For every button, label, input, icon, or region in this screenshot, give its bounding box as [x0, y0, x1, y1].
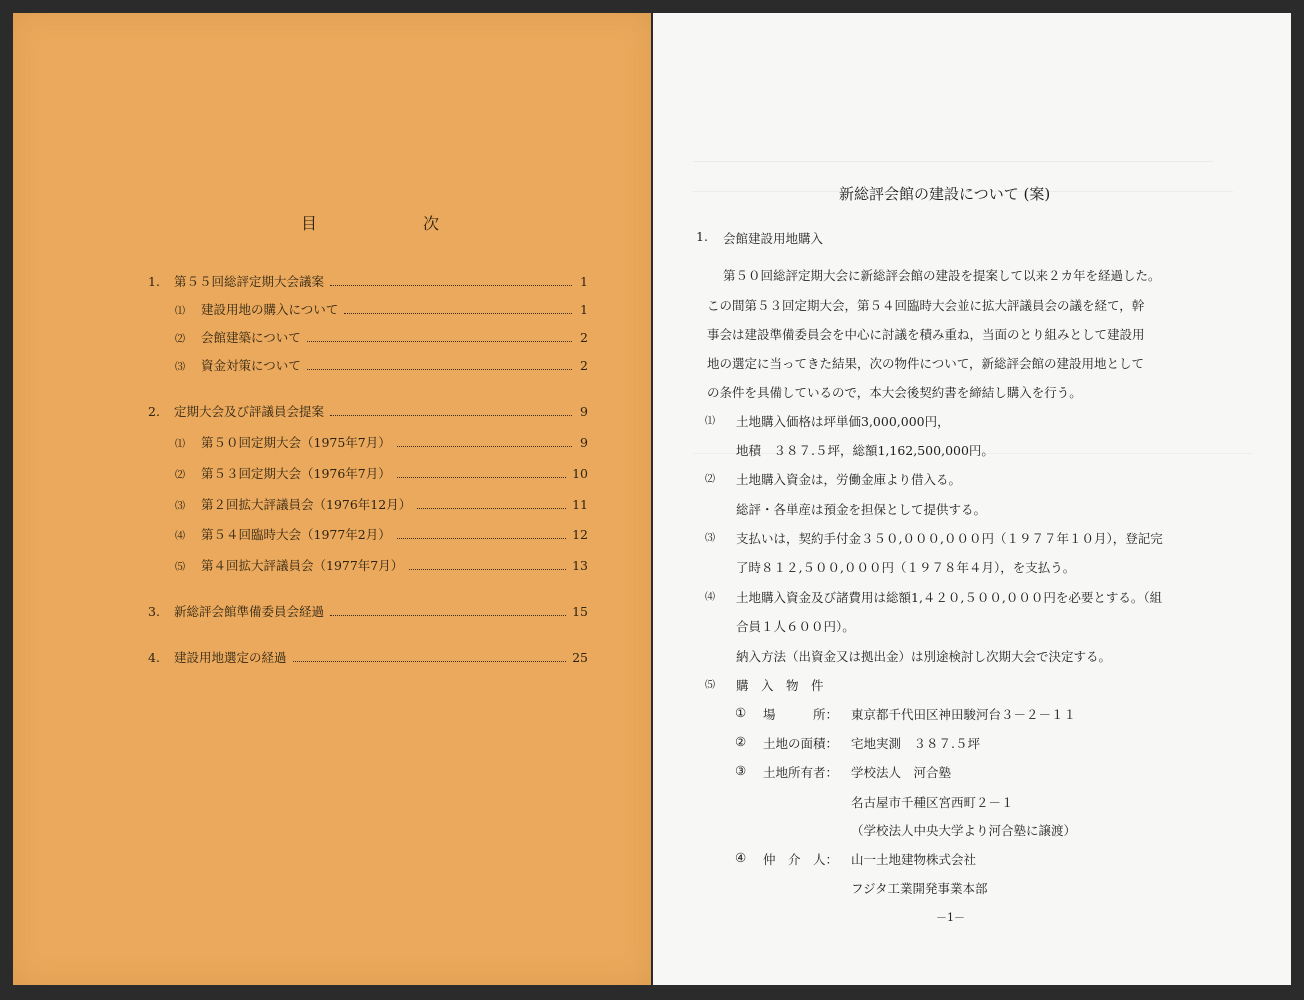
toc-entry-page: 1	[580, 274, 588, 289]
item-number: ⑴	[705, 416, 715, 427]
property-value: 学校法人 河合塾	[851, 765, 952, 780]
toc-entry-num: ⑸	[175, 562, 185, 573]
property-number: ③	[735, 763, 747, 778]
toc-entry-page: 9	[580, 435, 588, 450]
toc-entry-num: 4.	[148, 650, 160, 665]
toc-entry-page: 1	[580, 302, 588, 317]
toc-entry-1-2	[175, 328, 588, 346]
toc-leader-dots	[307, 331, 572, 342]
property-value: 東京都千代田区神田駿河台３－２－１１	[851, 707, 1077, 722]
page-number: －1－	[936, 911, 965, 924]
item-number: ⑶	[705, 533, 715, 544]
toc-entry-num: ⑴	[175, 439, 185, 450]
toc-page	[13, 13, 651, 985]
property-label: 土地の面積：	[763, 736, 839, 751]
property-number: ①	[735, 705, 747, 720]
toc-leader-dots	[293, 651, 567, 662]
toc-leader-dots	[417, 498, 566, 509]
toc-leader-dots	[330, 275, 572, 286]
property-value: 山一土地建物株式会社	[851, 852, 977, 867]
toc-entry-text: 建設用地の購入について	[201, 302, 339, 317]
toc-entry-text: 第２回拡大評議員会（1976年12月）	[201, 497, 412, 512]
toc-entry-num: ⑴	[175, 306, 185, 317]
toc-entry-text: 会館建築について	[201, 330, 301, 345]
toc-title-right: 次	[423, 214, 440, 233]
toc-entry-num: 1.	[148, 274, 160, 289]
toc-entry-text: 第５５回総評定期大会議案	[174, 274, 325, 289]
toc-leader-dots	[397, 467, 566, 478]
property-label: 土地所有者：	[763, 765, 839, 780]
paragraph-line: 第５０回総評定期大会に新総評会館の建設を提案して以来２カ年を経過した。	[723, 268, 1161, 283]
paragraph-line: 事会は建設準備委員会を中心に討議を積み重ね，当面のとり組みとして建設用	[707, 327, 1145, 342]
toc-entry-page: 13	[572, 558, 588, 573]
toc-leader-dots	[344, 303, 572, 314]
toc-entry-2	[148, 402, 588, 420]
toc-entry-text: 第４回拡大評議員会（1977年7月）	[201, 558, 404, 573]
toc-entry-num: ⑶	[175, 362, 185, 373]
item-line: 土地購入資金及び諸費用は総額1,４２０,５００,０００円を必要とする。（組	[736, 590, 1163, 605]
toc-entry-page: 2	[580, 358, 588, 373]
paragraph-line: 地の選定に当ってきた結果，次の物件について，新総評会館の建設用地として	[707, 356, 1145, 371]
toc-entry-text: 第５４回臨時大会（1977年2月）	[201, 527, 391, 542]
item-line: 土地購入価格は坪単価3,000,000円，	[736, 414, 950, 429]
toc-entry-1	[148, 272, 588, 290]
toc-entry-num: ⑷	[175, 531, 185, 542]
toc-entry-2-2	[175, 464, 588, 482]
item-line: 納入方法（出資金又は拠出金）は別途検討し次期大会で決定する。	[736, 649, 1112, 664]
toc-entry-num: ⑵	[175, 470, 185, 481]
toc-entry-2-5	[175, 556, 588, 574]
property-label: 場 所：	[763, 707, 839, 722]
toc-entry-page: 25	[572, 650, 588, 665]
toc-leader-dots	[397, 436, 572, 447]
toc-entry-page: 12	[572, 527, 588, 542]
toc-entry-2-1	[175, 433, 588, 451]
property-value: フジタ工業開発事業本部	[851, 881, 988, 896]
item-line: 合員１人６００円）。	[736, 619, 855, 634]
item-line: 土地購入資金は，労働金庫より借入る。	[736, 472, 962, 487]
toc-entry-2-3	[175, 495, 588, 513]
paragraph-line: この間第５３回定期大会，第５４回臨時大会並に拡大評議員会の議を経て，幹	[707, 298, 1145, 313]
toc-entry-text: 第５０回定期大会（1975年7月）	[201, 435, 391, 450]
toc-entry-1-3	[175, 356, 588, 374]
show-through-mark	[693, 151, 1213, 162]
toc-entry-page: 10	[572, 466, 588, 481]
toc-entry-2-4	[175, 525, 588, 543]
toc-leader-dots	[330, 405, 572, 416]
toc-entry-page: 2	[580, 330, 588, 345]
document-page	[653, 13, 1291, 985]
document-title: 新総評会館の建設について (案)	[839, 185, 1051, 203]
toc-entry-text: 新総評会館準備委員会経過	[174, 604, 325, 619]
item-number: ⑸	[705, 680, 715, 691]
toc-leader-dots	[409, 559, 566, 570]
property-value: （学校法人中央大学より河合塾に譲渡）	[851, 823, 1077, 838]
property-value: 名古屋市千種区宮西町２－１	[851, 795, 1014, 810]
property-number: ②	[735, 734, 747, 749]
toc-entry-num: ⑶	[175, 501, 185, 512]
toc-entry-4	[148, 648, 588, 666]
toc-entry-text: 建設用地選定の経過	[174, 650, 287, 665]
item-line: 支払いは，契約手付金３５０,０００,０００円（１９７７年１０月），登記完	[736, 531, 1163, 546]
toc-entry-1-1	[175, 300, 588, 318]
paragraph-line: の条件を具備しているので，本大会後契約書を締結し購入を行う。	[707, 385, 1082, 400]
toc-entry-text: 第５３回定期大会（1976年7月）	[201, 466, 391, 481]
item-line: 総評・各単産は預金を担保として提供する。	[736, 502, 987, 517]
toc-title-left: 目	[301, 214, 318, 233]
toc-entry-text: 定期大会及び評議員会提案	[174, 404, 325, 419]
toc-entry-num: ⑵	[175, 334, 185, 345]
toc-entry-text: 資金対策について	[201, 358, 301, 373]
property-value: 宅地実測 ３８７.５坪	[851, 736, 980, 751]
toc-entry-page: 15	[572, 604, 588, 619]
item-line: 地積 ３８７.５坪，総額1,162,500,000円。	[736, 443, 994, 458]
section-number: 1.	[696, 229, 708, 244]
toc-leader-dots	[307, 359, 572, 370]
item-heading: 購 入 物 件	[736, 678, 824, 693]
toc-leader-dots	[397, 528, 566, 539]
item-number: ⑷	[705, 592, 715, 603]
toc-leader-dots	[330, 605, 566, 616]
item-line: 了時８１２,５００,０００円（１９７８年４月），を支払う。	[736, 560, 1076, 575]
property-number: ④	[735, 850, 747, 865]
toc-entry-num: 2.	[148, 404, 160, 419]
toc-entry-3	[148, 602, 588, 620]
toc-entry-num: 3.	[148, 604, 160, 619]
property-label: 仲 介 人：	[763, 852, 839, 867]
toc-entry-page: 11	[572, 497, 588, 512]
section-heading: 会館建設用地購入	[723, 231, 824, 246]
item-number: ⑵	[705, 474, 715, 485]
toc-entry-page: 9	[580, 404, 588, 419]
